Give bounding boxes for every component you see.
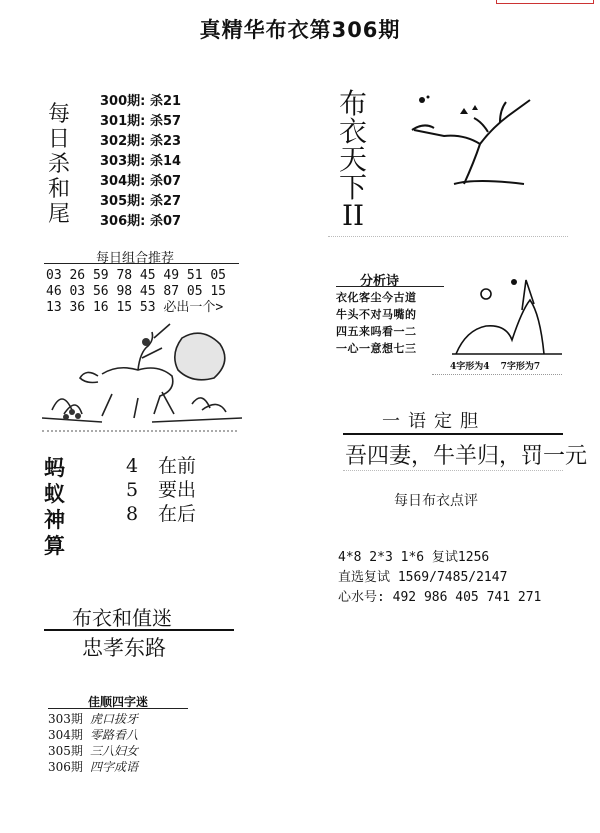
ant-text: 在后 bbox=[158, 503, 197, 525]
kill-value: 杀23 bbox=[150, 134, 182, 149]
four-char-period: 304期 bbox=[48, 728, 83, 742]
kill-row bbox=[100, 172, 181, 192]
kill-period: 305期: bbox=[100, 194, 146, 209]
four-char-answer: 三八妇女 bbox=[90, 744, 139, 758]
kill-row bbox=[100, 192, 181, 212]
ant-text: 要出 bbox=[158, 479, 197, 501]
buyi-mystery-title: 布衣和值迷 bbox=[72, 606, 172, 630]
kill-row bbox=[100, 212, 181, 232]
ant-char: 神 bbox=[44, 507, 65, 532]
poem-divider bbox=[336, 286, 444, 287]
daily-kill-list bbox=[100, 92, 181, 232]
poem-line: 衣化客尘今古道 bbox=[336, 291, 417, 304]
kill-row bbox=[100, 112, 181, 132]
poem-footer-item: 4字形为4 bbox=[450, 362, 490, 372]
four-char-period: 303期 bbox=[48, 712, 83, 726]
buyi-tianxia-char: 布 bbox=[338, 87, 367, 120]
four-char-answer: 零路看八 bbox=[90, 728, 139, 742]
daily-kill-char: 和 bbox=[47, 177, 70, 202]
kill-period: 303期: bbox=[100, 154, 146, 169]
poem-footer-item: 7字形为7 bbox=[500, 362, 541, 372]
one-word-title: 一语定胆 bbox=[382, 411, 486, 432]
review-line: 直选复试 1569/7485/2147 bbox=[338, 570, 508, 585]
four-char-row bbox=[48, 727, 138, 743]
buyi-tianxia-char: 天 bbox=[338, 143, 367, 176]
page-title: 真精华布衣第306期 bbox=[199, 18, 401, 42]
buyi-mystery-divider bbox=[44, 629, 234, 631]
four-char-row bbox=[48, 743, 138, 759]
kill-row bbox=[100, 132, 181, 152]
kill-value: 杀27 bbox=[150, 194, 182, 209]
kill-value: 杀21 bbox=[150, 94, 182, 109]
tree-illustration bbox=[404, 92, 544, 188]
daily-kill-char: 杀 bbox=[47, 152, 70, 177]
kill-row bbox=[100, 152, 181, 172]
kill-value: 杀57 bbox=[150, 114, 182, 129]
kill-row bbox=[100, 92, 181, 112]
hill-illustration bbox=[452, 270, 562, 356]
ant-list bbox=[126, 454, 196, 526]
ant-row bbox=[126, 454, 196, 478]
combo-row: 46 03 56 98 45 87 05 15 bbox=[46, 284, 227, 299]
section-divider bbox=[432, 374, 562, 375]
four-char-title: 佳顺四字迷 bbox=[88, 695, 149, 709]
combo-list bbox=[46, 268, 226, 316]
ant-char: 蚂 bbox=[44, 455, 65, 480]
daily-kill-char: 日 bbox=[47, 127, 70, 152]
four-char-row bbox=[48, 711, 138, 727]
ant-row bbox=[126, 502, 196, 526]
ant-row bbox=[126, 478, 196, 502]
buyi-tianxia-char: 衣 bbox=[338, 115, 367, 148]
poem-lines bbox=[336, 289, 417, 357]
kill-period: 306期: bbox=[100, 214, 146, 229]
section-divider bbox=[42, 430, 237, 432]
one-word-text: 吾四妻，牛羊归，罚一元 bbox=[345, 444, 588, 469]
combo-row: 13 36 16 15 53 必出一个> bbox=[46, 300, 224, 315]
four-char-list bbox=[48, 711, 138, 775]
corner-mark bbox=[496, 0, 594, 4]
kill-period: 302期: bbox=[100, 134, 146, 149]
ant-num: 8 bbox=[126, 503, 139, 525]
ant-text: 在前 bbox=[158, 455, 197, 477]
poem-line: 四五来吗看一二 bbox=[336, 325, 417, 338]
kill-period: 301期: bbox=[100, 114, 146, 129]
poem-line: 牛头不对马嘴的 bbox=[336, 308, 417, 321]
four-char-period: 306期 bbox=[48, 760, 83, 774]
four-char-period: 305期 bbox=[48, 744, 83, 758]
kill-value: 杀07 bbox=[150, 214, 182, 229]
four-char-row bbox=[48, 759, 138, 775]
ant-num: 4 bbox=[126, 455, 139, 477]
ant-num: 5 bbox=[126, 479, 139, 501]
poem-footer bbox=[450, 359, 540, 372]
daily-kill-char: 每 bbox=[47, 102, 70, 127]
one-word-divider bbox=[343, 433, 563, 435]
kill-period: 304期: bbox=[100, 174, 146, 189]
combo-divider bbox=[44, 263, 239, 264]
horse-rider-illustration bbox=[42, 318, 242, 430]
section-divider bbox=[328, 236, 568, 237]
section-divider bbox=[343, 470, 563, 471]
kill-period: 300期: bbox=[100, 94, 146, 109]
kill-value: 杀07 bbox=[150, 174, 182, 189]
buyi-mystery-answer: 忠孝东路 bbox=[82, 636, 166, 660]
daily-review-list bbox=[338, 548, 541, 608]
four-char-answer: 四字成语 bbox=[90, 760, 139, 774]
four-char-answer: 虎口拔牙 bbox=[90, 712, 139, 726]
daily-kill-char: 尾 bbox=[47, 202, 70, 227]
combo-row: 03 26 59 78 45 49 51 05 bbox=[46, 268, 227, 283]
ant-label bbox=[44, 455, 70, 559]
combo-title: 每日组合推荐 bbox=[96, 251, 175, 266]
poem-title: 分析诗 bbox=[360, 274, 400, 289]
poem-line: 一心一意想七三 bbox=[336, 342, 417, 355]
review-line: 心水号: 492 986 405 741 271 bbox=[338, 590, 542, 605]
daily-kill-label bbox=[46, 102, 72, 227]
buyi-tianxia-char: 下 bbox=[338, 171, 367, 204]
ant-char: 算 bbox=[44, 533, 65, 558]
buyi-tianxia-label bbox=[336, 87, 370, 232]
daily-review-title: 每日布衣点评 bbox=[394, 493, 478, 509]
buyi-tianxia-char: II bbox=[341, 199, 365, 232]
ant-char: 蚁 bbox=[44, 481, 65, 506]
kill-value: 杀14 bbox=[150, 154, 182, 169]
four-char-divider bbox=[48, 708, 188, 709]
review-line: 4*8 2*3 1*6 复试1256 bbox=[338, 550, 490, 565]
